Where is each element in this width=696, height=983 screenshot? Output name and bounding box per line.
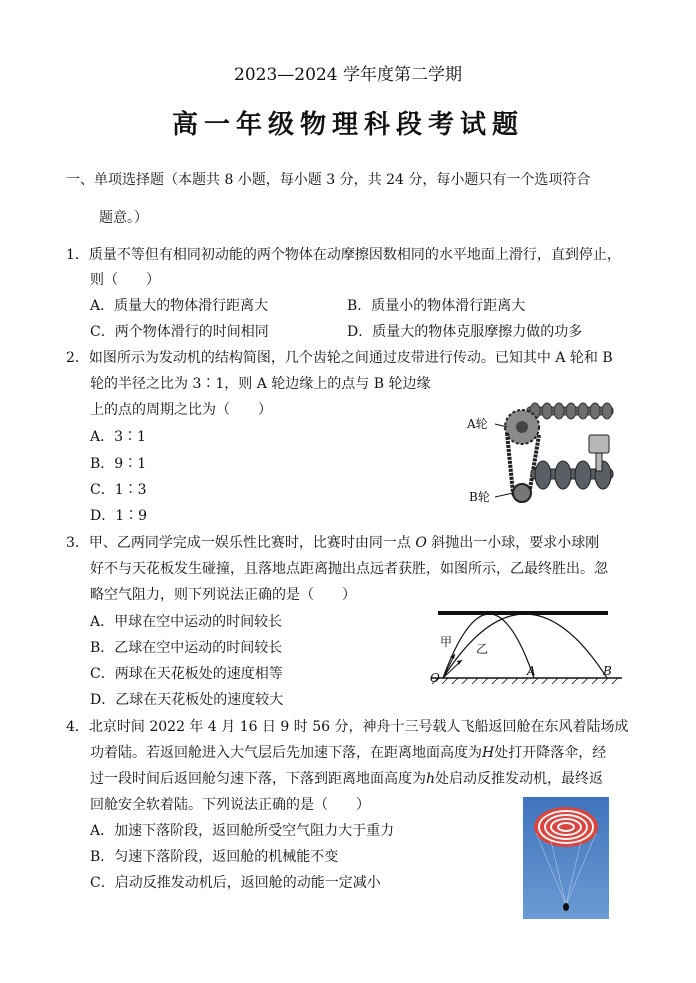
q4-option-c: C．启动反推发动机后，返回舱的动能一定减小 (90, 875, 381, 891)
q4-option-b: B．匀速下落阶段，返回舱的机械能不变 (90, 849, 339, 865)
q3-option-c: C．两球在天花板处的速度相等 (90, 666, 283, 682)
gear-b (513, 484, 531, 502)
q1-option-c: C．两个物体滑行的时间相同 (90, 324, 269, 340)
q4-stem-line3 (90, 770, 603, 788)
q3-stem-line1 (66, 534, 599, 552)
q4-option-a: A．加速下落阶段，返回舱所受空气阻力大于重力 (90, 823, 395, 839)
exam-title: 高一年级物理科段考试题 (171, 110, 524, 140)
q4-var-h-upper: H (482, 745, 495, 761)
q1-option-b: B．质量小的物体滑行距离大 (347, 298, 526, 314)
section-title-line1: 一、单项选择题（本题共 8 小题，每小题 3 分，共 24 分，每小题只有一个选项符合 (66, 172, 591, 188)
engine-figure (465, 383, 625, 513)
fig-label-gear-b: B轮 (469, 490, 490, 504)
q3-stem-line1-a: 3．甲、乙两同学完成一娱乐性比赛时，比赛时由同一点 (66, 535, 416, 551)
fig-label-yi: 乙 (476, 642, 489, 656)
q3-stem-line2: 好不与天花板发生碰撞，且落地点距离抛出点远者获胜，如图所示，乙最终胜出。忽 (90, 561, 608, 577)
parachute-photo (523, 797, 609, 919)
parachute-canopy (534, 807, 598, 847)
q3-option-b: B．乙球在空中运动的时间较长 (90, 640, 283, 656)
q4-stem-line1: 4．北京时间 2022 年 4 月 16 日 9 时 56 分，神舟十三号载人飞船返回舱在东风着陆场成 (66, 719, 629, 735)
trajectory-yi (443, 614, 607, 678)
q4-stem-line2-a: 功着陆。若返回舱进入大气层后先加速下落，在距离地面高度为 (90, 745, 482, 761)
q4-var-h-lower: h (426, 771, 436, 787)
q1-stem-line2: 则（ ） (90, 272, 160, 288)
fig-label-jia: 甲 (440, 635, 453, 649)
fig-label-b: B (603, 664, 612, 678)
q3-stem-line1-b: 斜抛出一小球，要求小球刚 (426, 535, 600, 551)
q4-stem-line2-b: 处打开降落伞，经 (494, 745, 607, 761)
q4-stem-line2 (90, 744, 606, 762)
q3-stem-line3: 略空气阻力，则下列说法正确的是（ ） (90, 587, 356, 603)
q2-stem-line3: 上的点的周期之比为（ ） (90, 402, 272, 418)
q2-option-d: D．1∶9 (90, 508, 148, 524)
q1-option-a: A．质量大的物体滑行距离大 (90, 298, 269, 314)
q4-stem-line3-a: 过一段时间后返回舱匀速下落，下落到距离地面高度为 (90, 771, 426, 787)
fig-label-o: O (430, 671, 440, 685)
fig-label-gear-a: A轮 (467, 417, 488, 431)
q4-stem-line3-b: 处启动反推发动机，最终返 (435, 771, 604, 787)
q1-option-d: D．质量大的物体克服摩擦力做的功多 (347, 324, 583, 340)
q2-option-a: A．3∶1 (90, 429, 146, 445)
return-capsule (563, 903, 569, 911)
trajectory-jia (443, 614, 534, 678)
section-title-line2: 题意。） (99, 210, 148, 226)
camshaft-top (527, 403, 613, 419)
term-subtitle: 2023—2024 学年度第二学期 (234, 65, 462, 85)
q1-stem-line1: 1．质量不等但有相同初动能的两个物体在动摩擦因数相同的水平地面上滑行，直到停止， (66, 247, 621, 263)
q3-point-o: O (415, 535, 427, 551)
fig-label-a: A (527, 664, 536, 678)
q2-stem-line2: 轮的半径之比为 3∶1，则 A 轮边缘上的点与 B 轮边缘 (90, 376, 431, 392)
projectile-figure (418, 606, 628, 686)
q2-stem-line1: 2．如图所示为发动机的结构简图，几个齿轮之间通过皮带进行传动。已知其中 A 轮和 B (66, 350, 613, 366)
q4-stem-line4: 回舱安全软着陆。下列说法正确的是（ ） (90, 797, 370, 813)
q3-option-a: A．甲球在空中运动的时间较长 (90, 614, 283, 630)
q2-option-b: B．9∶1 (90, 456, 147, 472)
q3-option-d: D．乙球在天花板处的速度较大 (90, 692, 284, 708)
q2-option-c: C．1∶3 (90, 482, 147, 498)
ground-hatch (432, 678, 618, 684)
